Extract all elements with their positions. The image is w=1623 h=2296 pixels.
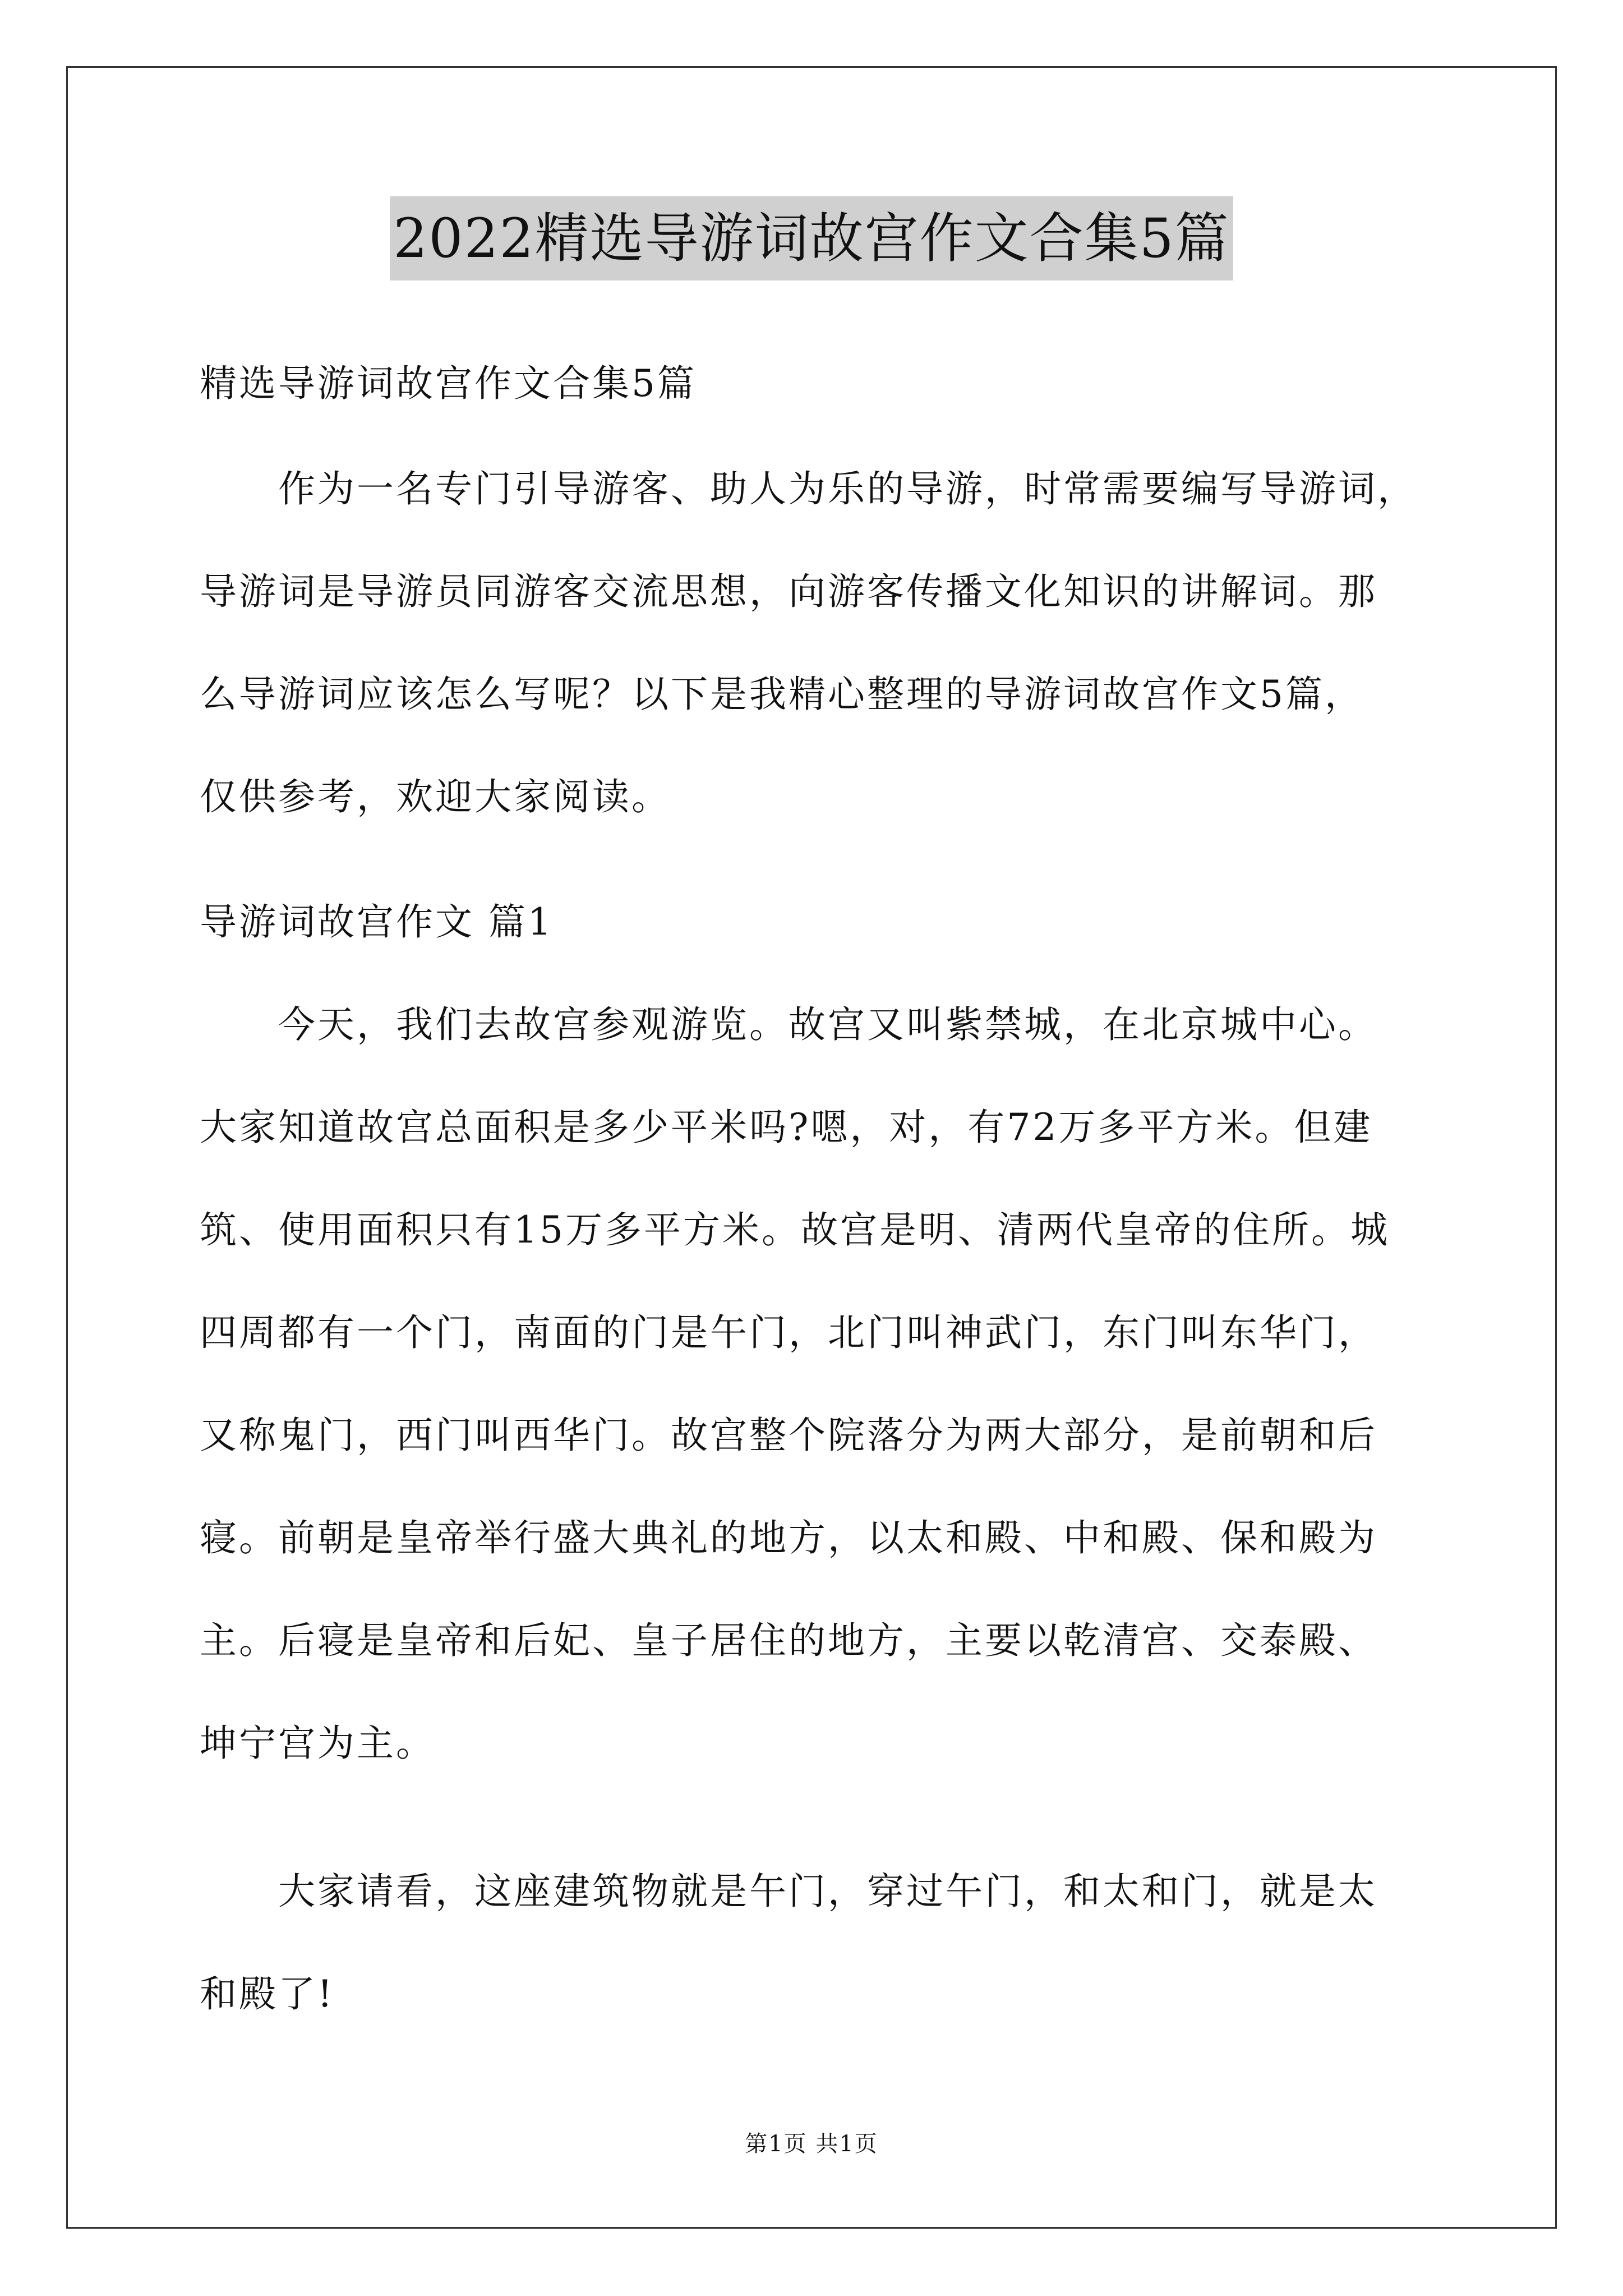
paragraph-line: 坤宁宫为主。 — [200, 1722, 435, 1765]
intro-line: 仅供参考，欢迎大家阅读。 — [200, 775, 671, 818]
paragraph-line: 大家知道故宫总面积是多少平米吗?嗯，对，有72万多平方米。但建 — [200, 1106, 1373, 1149]
intro-line: 导游词是导游员同游客交流思想，向游客传播文化知识的讲解词。那 — [200, 570, 1377, 613]
intro-paragraph — [200, 438, 1433, 848]
paragraph-line: 四周都有一个门，南面的门是午门，北门叫神武门，东门叫东华门， — [200, 1311, 1377, 1354]
paragraph-line: 大家请看，这座建筑物就是午门，穿过午门，和太和门，就是太 — [200, 1870, 1377, 1913]
page-footer: 第1页 共1页 — [745, 2131, 878, 2157]
paragraph-line: 主。后寝是皇帝和后妃、皇子居住的地方，主要以乾清宫、交泰殿、 — [200, 1619, 1377, 1662]
title-container — [0, 196, 1623, 280]
subtitle: 精选导游词故宫作文合集5篇 — [200, 362, 697, 405]
paragraph-1 — [200, 973, 1433, 1795]
document-title: 2022精选导游词故宫作文合集5篇 — [390, 196, 1233, 280]
paragraph-2 — [200, 1840, 1433, 2045]
section-heading: 导游词故宫作文 篇1 — [200, 900, 554, 944]
intro-line: 么导游词应该怎么写呢？以下是我精心整理的导游词故宫作文5篇， — [200, 673, 1364, 716]
paragraph-line: 寝。前朝是皇帝举行盛大典礼的地方，以太和殿、中和殿、保和殿为 — [200, 1516, 1377, 1559]
paragraph-line: 今天，我们去故宫参观游览。故宫又叫紫禁城，在北京城中心。 — [200, 1003, 1377, 1046]
paragraph-line: 筑、使用面积只有15万多平方米。故宫是明、清两代皇帝的住所。城 — [200, 1208, 1390, 1251]
paragraph-line: 和殿了! — [200, 1972, 335, 2016]
paragraph-line: 又称鬼门，西门叫西华门。故宫整个院落分为两大部分，是前朝和后 — [200, 1414, 1377, 1457]
intro-line: 作为一名专门引导游客、助人为乐的导游，时常需要编写导游词， — [200, 467, 1417, 510]
